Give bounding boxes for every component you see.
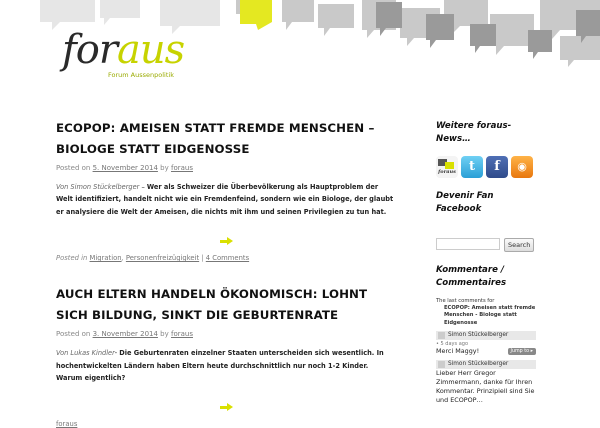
- category-link[interactable]: Migration: [89, 254, 122, 263]
- post-footer: [56, 254, 396, 262]
- post-title[interactable]: ECOPOP: AMEISEN STATT FREMDE MENSCHEN – BIOLOGE STATT EIDGENOSSE: [56, 121, 375, 156]
- jump-to-button[interactable]: Jump to ▸: [508, 348, 536, 355]
- avatar: [438, 332, 445, 339]
- post-author-link[interactable]: foraus: [171, 330, 193, 339]
- social-links: [436, 156, 536, 178]
- post-author-link[interactable]: foraus: [56, 420, 78, 428]
- news-widget-title: Weitere foraus-News…: [436, 121, 512, 144]
- twitter-icon[interactable]: t: [461, 156, 483, 178]
- post-list: [56, 118, 396, 428]
- site-logo[interactable]: [62, 27, 185, 79]
- avatar: [438, 361, 445, 368]
- search-form: [436, 238, 536, 252]
- comments-link[interactable]: 4 Comments: [205, 254, 250, 263]
- comment-item: [436, 360, 536, 405]
- post-entry: [56, 118, 396, 262]
- posted-on-label: Posted on: [56, 330, 91, 339]
- post-excerpt: [56, 181, 396, 218]
- logo-wordmark: foraus: [62, 27, 185, 73]
- post-lead: Wer als Schweizer die Überbevölkerung als Hauptproblem der Welt identifiziert, handelt nicht wie ein Fremdenfeind, sondern wie ein Biologe, der glaubt er analysiere die Welt der Ameisen, die nichts mit ihm und seinen Privilegien zu tun hat.: [56, 183, 394, 216]
- comment-header: [436, 331, 536, 340]
- posted-in-label: Posted in: [56, 254, 88, 263]
- comment-header: [436, 360, 536, 369]
- post-entry: [56, 284, 396, 428]
- comment-date: • 5 days ago: [436, 340, 468, 347]
- byline-separator: -: [114, 349, 120, 358]
- comments-intro-text: The last comments for: [436, 298, 495, 304]
- search-input[interactable]: [436, 238, 500, 250]
- posted-on-label: Posted on: [56, 164, 91, 172]
- comment-text: Lieber Herr Gregor Zimmermann, danke für Ihren Kommentar. Prinzipiell sind Sie und ECOPOP…: [436, 368, 535, 404]
- comments-widget-title: Kommentare / Commentaires: [436, 265, 507, 288]
- read-more-link[interactable]: [56, 230, 396, 240]
- post-byline: Von Simon Stückelberger: [56, 183, 140, 191]
- comments-post-title[interactable]: ECOPOP: Ameisen statt fremde Menschen - Biologe statt Eidgenosse: [444, 305, 536, 326]
- comment-text: Merci Maggy!: [436, 346, 480, 355]
- facebook-widget-title[interactable]: Devenir Fan Facebook: [436, 191, 494, 214]
- post-author-link[interactable]: foraus: [171, 164, 193, 172]
- category-separator: ,: [121, 254, 124, 263]
- by-label: by: [160, 330, 169, 339]
- post-date-link[interactable]: 3. November 2014: [92, 330, 158, 339]
- comment-author: Simon Stückelberger: [448, 331, 509, 338]
- sidebar: [436, 120, 536, 405]
- post-meta: [56, 164, 396, 172]
- post-footer: [56, 420, 396, 428]
- post-date-link[interactable]: 5. November 2014: [92, 164, 158, 172]
- search-button[interactable]: Search: [504, 238, 534, 252]
- byline-separator: –: [139, 183, 147, 191]
- footer-separator: |: [201, 254, 204, 263]
- post-byline: Von Lukas Kindler: [56, 349, 115, 358]
- facebook-icon[interactable]: f: [486, 156, 508, 178]
- comment-body: [436, 347, 536, 356]
- comments-intro: [436, 298, 536, 327]
- comment-author: Simon Stückelberger: [448, 360, 509, 367]
- post-meta: [56, 330, 396, 338]
- post-lead: Die Geburtenraten einzelner Staaten unterscheiden sich wesentlich. In hochentwickelten Ländern haben Eltern heute durchschnittlich nur noch 1-2 Kinder. Warum eigentlich?: [56, 349, 384, 383]
- arrow-right-icon: [220, 237, 233, 245]
- rss-icon[interactable]: ◉: [511, 156, 533, 178]
- logo-subtitle: Forum Aussenpolitik: [108, 71, 174, 79]
- post-title[interactable]: AUCH ELTERN HANDELN ÖKONOMISCH: LOHNT SICH BILDUNG, SINKT DIE GEBURTENRATE: [56, 287, 368, 323]
- arrow-right-icon: [220, 403, 233, 411]
- foraus-icon[interactable]: foraus: [436, 156, 458, 178]
- post-excerpt: [56, 347, 396, 384]
- read-more-link[interactable]: [56, 396, 396, 406]
- comment-item: [436, 331, 536, 356]
- category-link[interactable]: Personenfreizügigkeit: [125, 254, 200, 263]
- by-label: by: [160, 164, 169, 172]
